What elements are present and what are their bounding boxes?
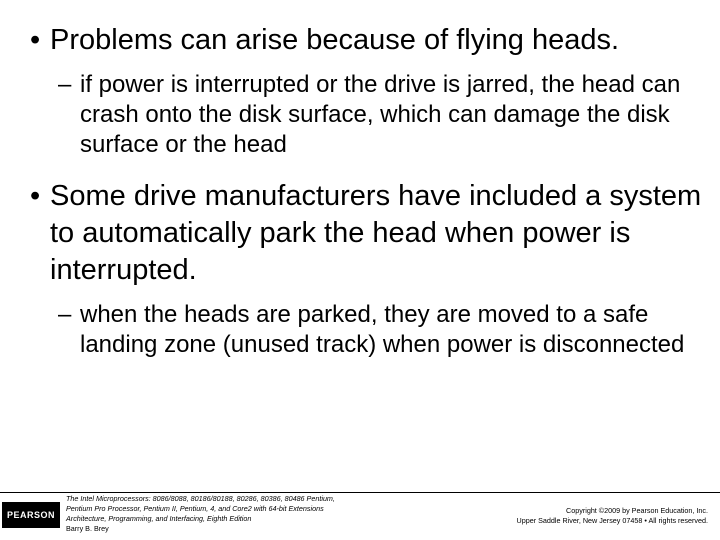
sub-bullet-marker: –: [58, 71, 72, 98]
bullet-2: [30, 178, 720, 289]
author: Barry B. Brey: [66, 524, 109, 533]
sub-bullet-1: [58, 70, 720, 160]
sub-bullet-marker: –: [58, 301, 72, 328]
copyright-line-2: Upper Saddle River, New Jersey 07458 • All rights reserved.: [516, 516, 708, 525]
bullet-marker: •: [30, 180, 41, 212]
book-line-2: Pentium Pro Processor, Pentium II, Pentium, 4, and Core2 with 64-bit Extensions: [66, 504, 324, 513]
sub-bullet-1-text: if power is interrupted or the drive is jarred, the head can crash onto the disk surface, which can damage the disk surface or the head: [80, 71, 681, 158]
footer-divider: [0, 492, 720, 493]
sub-bullet-2: [58, 300, 720, 360]
sub-bullet-2-text: when the heads are parked, they are moved to a safe landing zone (unused track) when power is disconnected: [80, 301, 685, 358]
logo-text: PEARSON: [6, 510, 55, 520]
footer-book-info: [66, 494, 366, 534]
bullet-marker: •: [30, 24, 41, 56]
book-line-3: Architecture, Programming, and Interfacing, Eighth Edition: [66, 514, 252, 523]
book-line-1: The Intel Microprocessors: 8086/8088, 80186/80188, 80286, 80386, 80486 Pentium,: [66, 494, 335, 503]
bullet-1-text: Problems can arise because of flying heads.: [50, 24, 620, 56]
footer-copyright: [408, 506, 708, 526]
pearson-logo: [2, 502, 60, 528]
bullet-1: [30, 22, 720, 59]
bullet-2-text: Some drive manufacturers have included a system to automatically park the head when power is interrupted.: [50, 180, 702, 286]
copyright-line-1: Copyright ©2009 by Pearson Education, Inc.: [566, 506, 708, 515]
